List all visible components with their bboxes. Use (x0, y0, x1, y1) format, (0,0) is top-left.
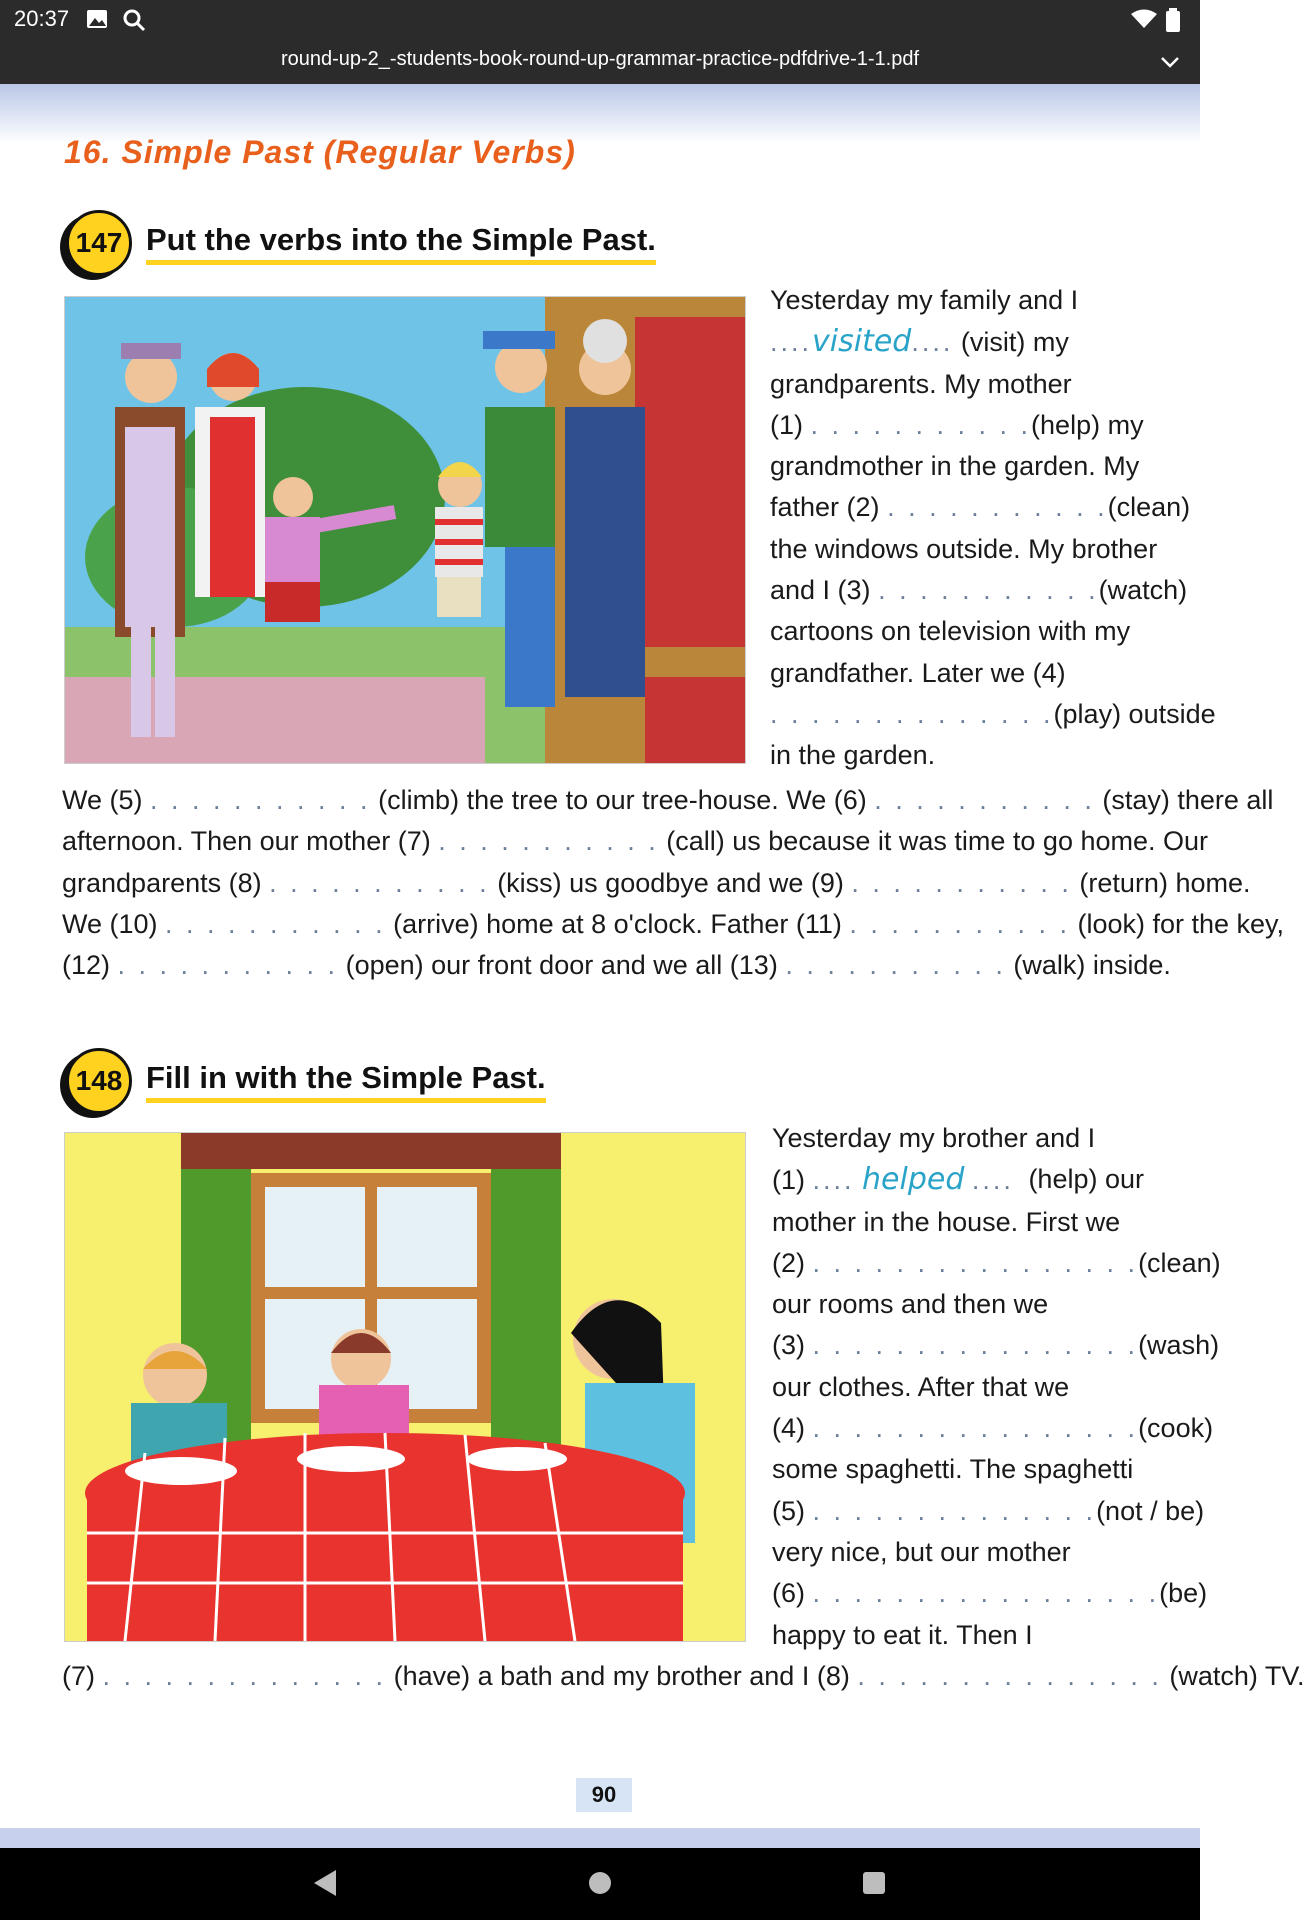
clock: 20:37 (14, 6, 70, 31)
text-line: very nice, but our mother (772, 1536, 1071, 1567)
exercise-147-heading (66, 210, 656, 276)
text-segment: (walk) inside. (1013, 950, 1171, 981)
exercise-148-heading (66, 1048, 546, 1114)
verb-hint: (cook) (1138, 1413, 1214, 1444)
dot-leader: .... (770, 327, 813, 358)
text-line: in the garden. (770, 740, 936, 771)
verb-hint: (be) (1159, 1578, 1208, 1609)
verb-hint: (visit) my (960, 327, 1069, 358)
text-segment: grandparents (8) (62, 867, 262, 898)
gap-2 (770, 487, 1191, 528)
exercise-147-bottom-text (62, 780, 1285, 986)
back-button[interactable] (312, 1868, 338, 1898)
gap-number: (2) (772, 1247, 805, 1278)
answer-blank[interactable]: . . . . . . . . . . . . . . (102, 1661, 387, 1691)
answer-blank[interactable]: . . . . . . . . . . . (269, 867, 490, 898)
exercise-title: Put the verbs into the Simple Past. (146, 222, 656, 265)
text-segment: (stay) there all (1102, 785, 1274, 815)
answer-blank[interactable]: . . . . . . . . . . . . . . . . (812, 1413, 1139, 1444)
exercise-148-text-column (772, 1118, 1221, 1656)
gap-visit (770, 321, 1140, 363)
text-segment: (arrive) home at 8 o'clock. Father (11) (393, 908, 842, 939)
exercise-number-badge: 147 (66, 210, 132, 276)
gap-number: (3) (772, 1330, 805, 1361)
gap-1 (772, 1159, 1144, 1201)
gap-4 (772, 1408, 1214, 1449)
text-line (62, 863, 1251, 904)
text-segment: (7) (62, 1661, 95, 1691)
gap-3 (772, 1325, 1220, 1366)
text-segment: (return) home. (1079, 867, 1251, 898)
gap-1 (770, 405, 1144, 446)
page-number: 90 (576, 1778, 632, 1812)
page-footer-band (0, 1828, 1200, 1848)
answer-blank[interactable]: . . . . . . . . . . . (810, 409, 1032, 440)
exercise-148-bottom-text (62, 1656, 1304, 1697)
text-segment: We (10) (62, 908, 158, 939)
verb-hint: (wash) (1138, 1330, 1220, 1361)
exercise-number-badge: 148 (66, 1048, 132, 1114)
family-dinner-illustration (64, 1132, 746, 1642)
verb-hint: (play) outside (1053, 698, 1216, 729)
gap-number: and I (3) (770, 575, 871, 606)
text-line: Yesterday my brother and I (772, 1123, 1096, 1153)
image-icon (86, 8, 108, 30)
answer-blank[interactable]: . . . . . . . . . . . (438, 826, 659, 857)
gap-number: (6) (772, 1578, 805, 1609)
dot-leader: .... (911, 327, 954, 358)
text-line: cartoons on television with my (770, 616, 1131, 647)
home-button[interactable] (586, 1868, 614, 1898)
gap-2 (772, 1243, 1221, 1284)
answer-blank[interactable]: . . . . . . . . . . . . . . . . (812, 1247, 1139, 1278)
search-icon (122, 8, 146, 32)
text-segment: afternoon. Then our mother (7) (62, 826, 431, 857)
text-line: our clothes. After that we (772, 1371, 1070, 1402)
answer-blank[interactable]: . . . . . . . . . . . (150, 785, 371, 815)
text-segment: (look) for the key, (1077, 908, 1285, 939)
text-segment: (watch) TV. (1169, 1661, 1304, 1691)
dot-leader: .... (971, 1165, 1014, 1196)
wifi-icon (1128, 8, 1160, 30)
verb-hint: (help) our (1028, 1164, 1144, 1195)
gap-number: (4) (772, 1413, 805, 1444)
text-line (62, 780, 1274, 821)
answer-blank[interactable]: . . . . . . . . . . . (878, 575, 1099, 606)
exercise-147-text-column (770, 280, 1216, 777)
text-segment: (kiss) us goodbye and we (9) (497, 867, 844, 898)
answer-blank[interactable]: . . . . . . . . . . . . . . (812, 1495, 1097, 1526)
answer-blank[interactable]: . . . . . . . . . . . . . . . . (812, 1330, 1139, 1361)
system-navigation-bar (0, 1848, 1200, 1920)
answer-blank[interactable]: . . . . . . . . . . . (849, 908, 1070, 939)
text-line: Yesterday my family and I (770, 285, 1079, 315)
text-line: happy to eat it. Then I (772, 1619, 1033, 1650)
text-line: mother in the house. First we (772, 1206, 1121, 1237)
answer-visited[interactable]: visited (812, 324, 912, 360)
battery-icon (1166, 8, 1180, 32)
gap-5 (772, 1491, 1205, 1532)
text-segment: (call) us because it was time to go home. Our (666, 826, 1209, 857)
dot-leader: .... (812, 1165, 855, 1196)
verb-hint: (not / be) (1096, 1495, 1205, 1526)
text-segment: We (5) (62, 785, 143, 815)
pdf-page (0, 84, 1304, 1848)
text-line (62, 945, 1171, 986)
text-line: grandfather. Later we (4) (770, 657, 1066, 688)
answer-blank[interactable]: . . . . . . . . . . . (165, 908, 386, 939)
answer-blank[interactable]: . . . . . . . . . . . . . . (770, 698, 1054, 729)
pdf-viewer-titlebar (0, 38, 1200, 84)
answer-blank[interactable]: . . . . . . . . . . . (785, 950, 1006, 981)
gap-3 (770, 570, 1188, 611)
text-line (62, 1656, 1304, 1697)
gap-number: (5) (772, 1495, 805, 1526)
gap-4 (770, 694, 1216, 735)
answer-blank[interactable]: . . . . . . . . . . . . . . . (857, 1661, 1162, 1691)
text-line: our rooms and then we (772, 1289, 1049, 1320)
chevron-down-icon[interactable] (1156, 48, 1184, 76)
text-segment: (12) (62, 950, 111, 981)
text-line: grandmother in the garden. My (770, 451, 1140, 482)
verb-hint: (clean) (1107, 492, 1191, 523)
text-segment: (have) a bath and my brother and I (8) (393, 1661, 850, 1691)
recents-button[interactable] (860, 1868, 888, 1898)
answer-blank[interactable]: . . . . . . . . . . . (851, 867, 1072, 898)
family-visit-illustration (64, 296, 746, 764)
unit-title: 16. Simple Past (Regular Verbs) (64, 134, 576, 170)
verb-hint: (help) my (1031, 409, 1144, 440)
answer-blank[interactable]: . . . . . . . . . . . (117, 950, 339, 981)
text-segment: (climb) the tree to our tree-house. We (6) (378, 785, 867, 815)
exercise-title: Fill in with the Simple Past. (146, 1060, 546, 1103)
answer-blank[interactable]: . . . . . . . . . . . (874, 785, 1095, 815)
gap-6 (772, 1573, 1208, 1614)
text-line (62, 821, 1209, 862)
gap-number: (1) (770, 409, 803, 440)
answer-helped[interactable]: helped (862, 1162, 965, 1198)
text-line: some spaghetti. The spaghetti (772, 1454, 1134, 1485)
gap-number: father (2) (770, 492, 880, 523)
answer-blank[interactable]: . . . . . . . . . . . (887, 492, 1108, 523)
text-line: grandparents. My mother (770, 368, 1072, 399)
verb-hint: (clean) (1138, 1247, 1221, 1278)
text-segment: (open) our front door and we all (13) (345, 950, 778, 981)
text-line: the windows outside. My brother (770, 533, 1158, 564)
file-name: round-up-2_-students-book-round-up-grammar-practice-pdfdrive-1-1.pdf (280, 48, 920, 70)
gap-number: (1) (772, 1165, 805, 1196)
status-bar (0, 0, 1200, 38)
answer-blank[interactable]: . . . . . . . . . . . . . . . . . (812, 1578, 1160, 1609)
verb-hint: (watch) (1098, 575, 1188, 606)
text-line (62, 904, 1285, 945)
